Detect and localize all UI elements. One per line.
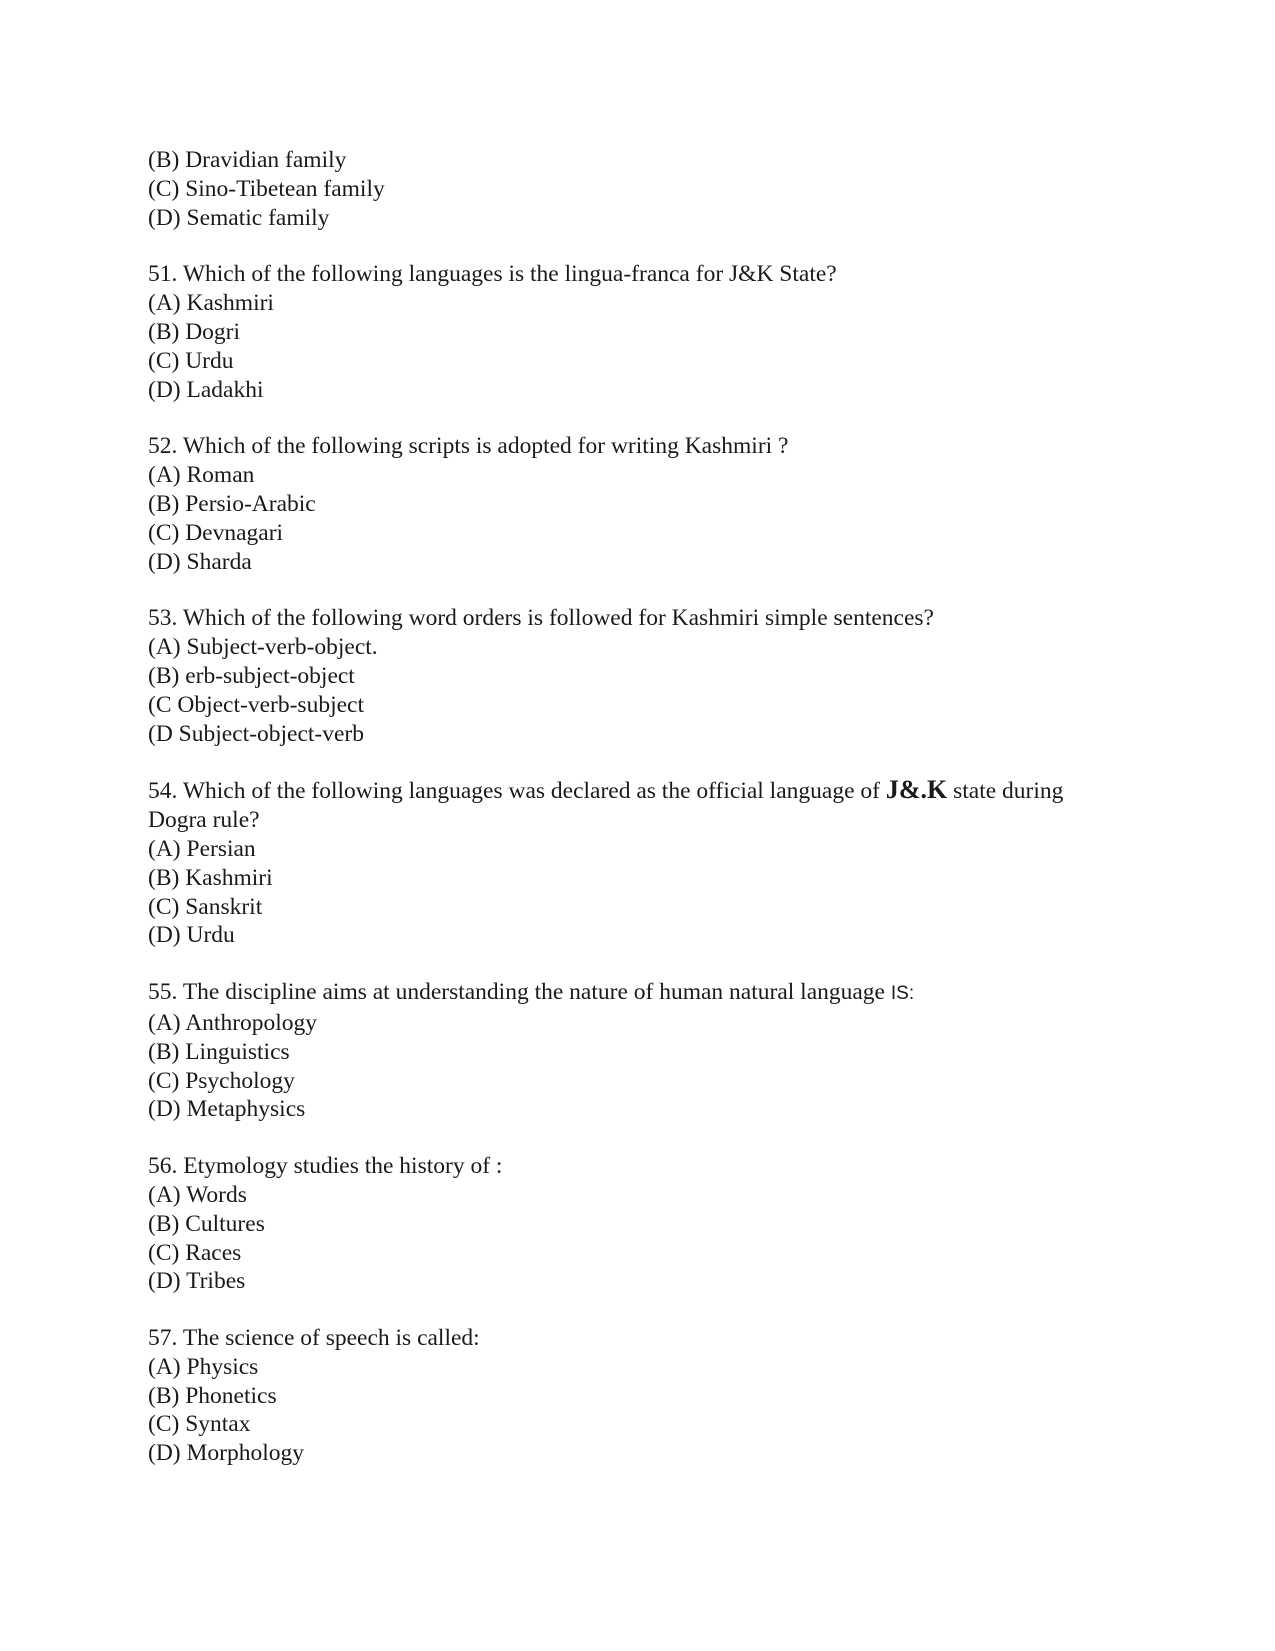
option-d: (D) Ladakhi (148, 376, 264, 403)
question-text-start: 54. Which of the following languages was declared as the official language of (148, 778, 886, 805)
option-a: (A) Kashmiri (148, 290, 274, 317)
option-d: (D) Sematic family (148, 204, 330, 231)
option-d: (D) Morphology (148, 1440, 304, 1467)
option-d: (D) Tribes (148, 1268, 246, 1295)
option-b: (B) Dravidian family (148, 147, 347, 173)
option-c: (C) Syntax (148, 1411, 251, 1438)
question-text: 56. Etymology studies the history of : (148, 1153, 503, 1180)
question-text-emphasis: J&.K (885, 775, 948, 805)
question-text (148, 978, 1148, 1009)
option-d: (D) Metaphysics (148, 1096, 306, 1123)
question-57 (148, 1324, 1148, 1468)
option-c: (C) Races (148, 1239, 242, 1266)
question-text-end: state during (947, 778, 1064, 805)
option-a: (A) Physics (148, 1353, 259, 1380)
question-text-start: 55. The discipline aims at understanding the nature of human natural language (148, 979, 891, 1006)
question-55 (148, 978, 1148, 1124)
option-b: (B) Kashmiri (148, 864, 273, 891)
option-d: (D) Urdu (148, 922, 235, 949)
question-52 (148, 432, 1148, 576)
option-c: (C) Psychology (148, 1067, 295, 1094)
option-c: (C) Urdu (148, 347, 234, 374)
question-text-suffix: IS: (890, 983, 915, 1005)
question-text: 53. Which of the following word orders is followed for Kashmiri simple sentences? (148, 605, 934, 632)
question-51 (148, 260, 1148, 404)
question-56 (148, 1152, 1148, 1296)
question-text: 51. Which of the following languages is the lingua-franca for J&K State? (148, 261, 837, 288)
option-c: (C) Devnagari (148, 519, 284, 546)
option-a: (A) Words (148, 1181, 247, 1208)
option-b: (B) Phonetics (148, 1382, 277, 1409)
question-53 (148, 604, 1148, 748)
option-d: (D Subject-object-verb (148, 720, 364, 747)
option-b: (B) Persio-Arabic (148, 490, 316, 517)
carryover-options (148, 146, 1148, 232)
option-a: (A) Persian (148, 835, 256, 862)
option-a: (A) Subject-verb-object. (148, 634, 378, 661)
option-c: (C) Sanskrit (148, 893, 263, 920)
question-list (148, 146, 1148, 1496)
option-d: (D) Sharda (148, 548, 252, 575)
option-c: (C Object-verb-subject (148, 691, 364, 718)
option-a: (A) Anthropology (148, 1009, 318, 1036)
option-b: (B) erb-subject-object (148, 662, 355, 689)
option-a: (A) Roman (148, 462, 255, 489)
option-b: (B) Cultures (148, 1210, 265, 1237)
option-b: (B) Linguistics (148, 1038, 290, 1065)
question-text: 57. The science of speech is called: (148, 1325, 480, 1352)
question-54 (148, 776, 1148, 950)
question-text (148, 776, 1148, 806)
option-c: (C) Sino-Tibetean family (148, 175, 385, 202)
question-text-continued: Dogra rule? (148, 807, 260, 834)
option-b: (B) Dogri (148, 318, 241, 345)
question-text: 52. Which of the following scripts is adopted for writing Kashmiri ? (148, 433, 789, 460)
